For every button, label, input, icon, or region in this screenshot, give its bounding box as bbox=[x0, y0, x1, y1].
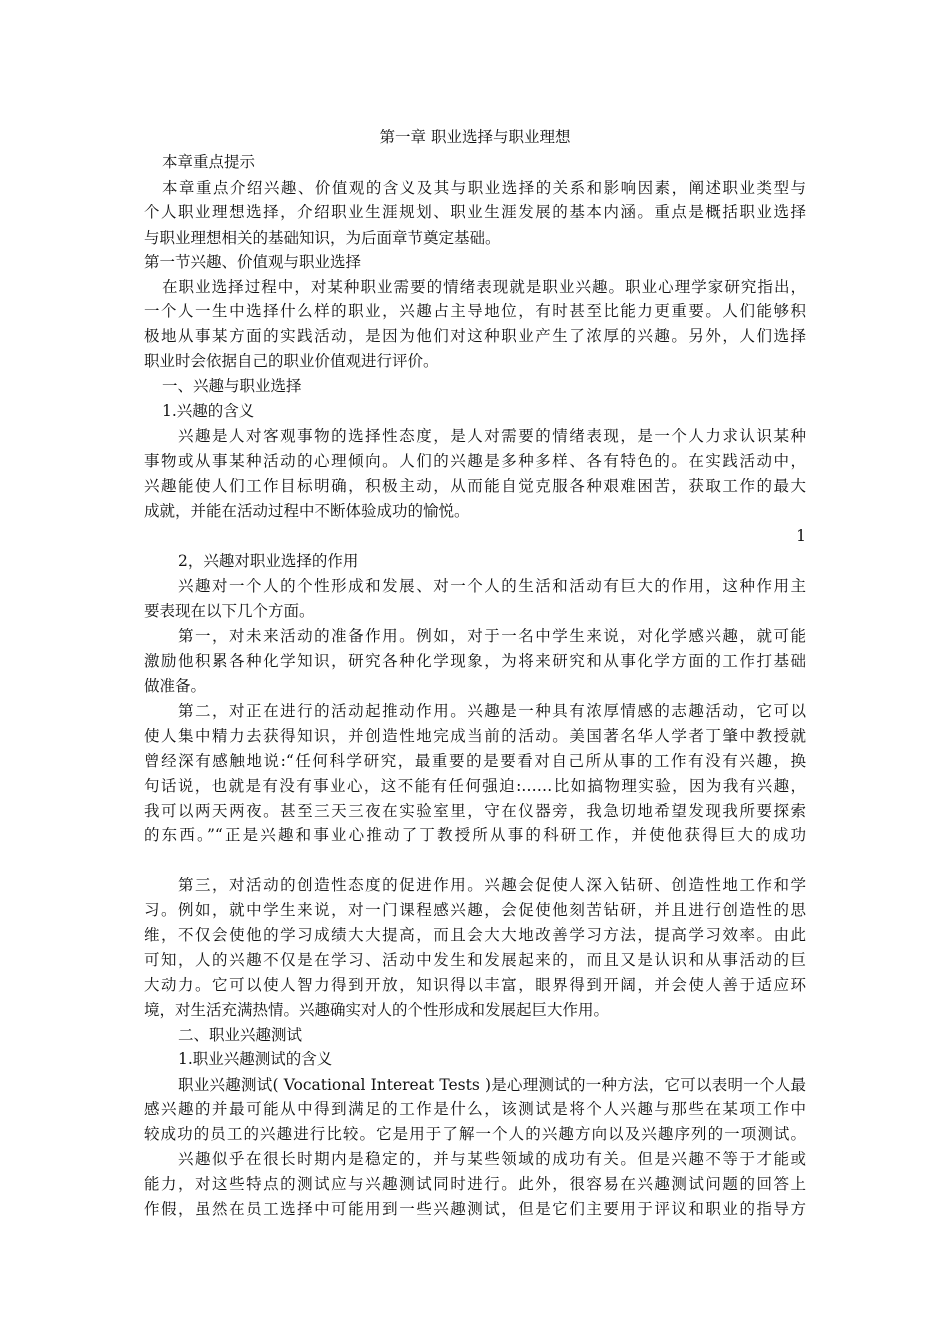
paragraph-line: 境，对生活充满热情。兴趣确实对人的个性形成和发展起巨大作用。 bbox=[144, 1001, 610, 1019]
paragraph-line: 能力，对这些特点的测试应与兴趣测试同时进行。此外，很容易在兴趣测试问题的回答上 bbox=[144, 1175, 806, 1193]
paragraph-line: 第三，对活动的创造性态度的促进作用。兴趣会促使人深入钻研、创造性地工作和学 bbox=[178, 876, 806, 894]
paragraph-line: 本章重点介绍兴趣、价值观的含义及其与职业选择的关系和影响因素，阐述职业类型与 bbox=[162, 179, 806, 197]
section-heading: 第一节兴趣、价值观与职业选择 bbox=[144, 253, 362, 271]
paragraph-line: 兴趣对一个人的个性形成和发展、对一个人的生活和活动有巨大的作用，这种作用主 bbox=[178, 577, 806, 595]
paragraph-line: 的东西。”“正是兴趣和事业心推动了丁教授所从事的科研工作，并使他获得巨大的成功 bbox=[144, 826, 806, 844]
paragraph-line: 兴趣似乎在很长时期内是稳定的，并与某些领域的成功有关。但是兴趣不等于才能或 bbox=[178, 1150, 806, 1168]
paragraph-line: 第一，对未来活动的准备作用。例如，对于一名中学生来说，对化学感兴趣，就可能 bbox=[178, 627, 806, 645]
paragraph-line: 第二，对正在进行的活动起推动作用。兴趣是一种具有浓厚情感的志趣活动，它可以 bbox=[178, 702, 806, 720]
paragraph-line: 兴趣能使人们工作目标明确，积极主动，从而能自觉克服各种艰难困苦，获取工作的最大 bbox=[144, 477, 806, 495]
chapter-title: 第一章 职业选择与职业理想 bbox=[379, 128, 571, 146]
paragraph-line: 激励他积累各种化学知识，研究各种化学现象，为将来研究和从事化学方面的工作打基础 bbox=[144, 652, 806, 670]
paragraph-line: 个人职业理想选择，介绍职业生涯规划、职业生涯发展的基本内涵。重点是概括职业选择 bbox=[144, 203, 806, 221]
subheading: 二、职业兴趣测试 bbox=[178, 1026, 303, 1044]
subheading: 2，兴趣对职业选择的作用 bbox=[178, 552, 359, 570]
paragraph-line: 要表现在以下几个方面。 bbox=[144, 602, 315, 620]
subheading: 1.兴趣的含义 bbox=[162, 402, 255, 420]
paragraph-line: 较成功的员工的兴趣进行比较。它是用于了解一个人的兴趣方向以及兴趣序列的一项测试。 bbox=[144, 1125, 806, 1143]
paragraph-line: 成就，并能在活动过程中不断体验成功的愉悦。 bbox=[144, 502, 470, 520]
paragraph-line: 职业时会依据自己的职业价值观进行评价。 bbox=[144, 352, 439, 370]
paragraph-line: 事物或从事某种活动的心理倾向。人们的兴趣是多种多样、各有特色的。在实践活动中， bbox=[144, 452, 806, 470]
paragraph-line: 一个人一生中选择什么样的职业，兴趣占主导地位，有时甚至比能力更重要。人们能够积 bbox=[144, 302, 806, 320]
paragraph-line: 维，不仅会使他的学习成绩大大提高，而且会大大地改善学习方法，提高学习效率。由此 bbox=[144, 926, 806, 944]
paragraph-line: 使人集中精力去获得知识，并创造性地完成当前的活动。美国著名华人学者丁肇中教授就 bbox=[144, 727, 806, 745]
paragraph-line: 大动力。它可以使人智力得到开放，知识得以丰富，眼界得到开阔，并会使人善于适应环 bbox=[144, 976, 806, 994]
paragraph-line: 在职业选择过程中，对某种职业需要的情绪表现就是职业兴趣。职业心理学家研究指出， bbox=[162, 278, 806, 296]
paragraph-line: 职业兴趣测试( Vocational Intereat Tests )是心理测试的一种方法，它可以表明一个人最 bbox=[178, 1076, 806, 1094]
subheading: 1.职业兴趣测试的含义 bbox=[178, 1050, 333, 1068]
paragraph-line: 可知，人的兴趣不仅是在学习、活动中发生和发展起来的，而且又是认识和从事活动的巨 bbox=[144, 951, 806, 969]
paragraph-line: 兴趣是人对客观事物的选择性态度，是人对需要的情绪表现，是一个人力求认识某种 bbox=[178, 427, 806, 445]
paragraph-line: 极地从事某方面的实践活动，是因为他们对这种职业产生了浓厚的兴趣。另外，人们选择 bbox=[144, 327, 806, 345]
paragraph-line: 句话说，也就是有没有事业心，这不能有任何强迫:……比如搞物理实验，因为我有兴趣， bbox=[144, 777, 806, 795]
paragraph-line: 感兴趣的并最可能从中得到满足的工作是什么，该测试是将个人兴趣与那些在某项工作中 bbox=[144, 1100, 806, 1118]
paragraph-line: 习。例如，就中学生来说，对一门课程感兴趣，会促使他刻苦钻研，并且进行创造性的思 bbox=[144, 901, 806, 919]
paragraph-line: 做准备。 bbox=[144, 677, 207, 695]
subheading: 一、兴趣与职业选择 bbox=[162, 377, 302, 395]
key-points-heading: 本章重点提示 bbox=[162, 153, 256, 171]
paragraph-line: 曾经深有感触地说:“任何科学研究，最重要的是要看对自己所从事的工作有没有兴趣，换 bbox=[144, 752, 806, 770]
paragraph-line: 我可以两天两夜。甚至三天三夜在实验室里，守在仪器旁，我急切地希望发现我所要探索 bbox=[144, 802, 806, 820]
paragraph-line: 与职业理想相关的基础知识，为后面章节奠定基础。 bbox=[144, 229, 501, 247]
page-number: 1 bbox=[796, 527, 806, 545]
paragraph-line: 作假，虽然在员工选择中可能用到一些兴趣测试，但是它们主要用于评议和职业的指导方 bbox=[144, 1200, 806, 1218]
